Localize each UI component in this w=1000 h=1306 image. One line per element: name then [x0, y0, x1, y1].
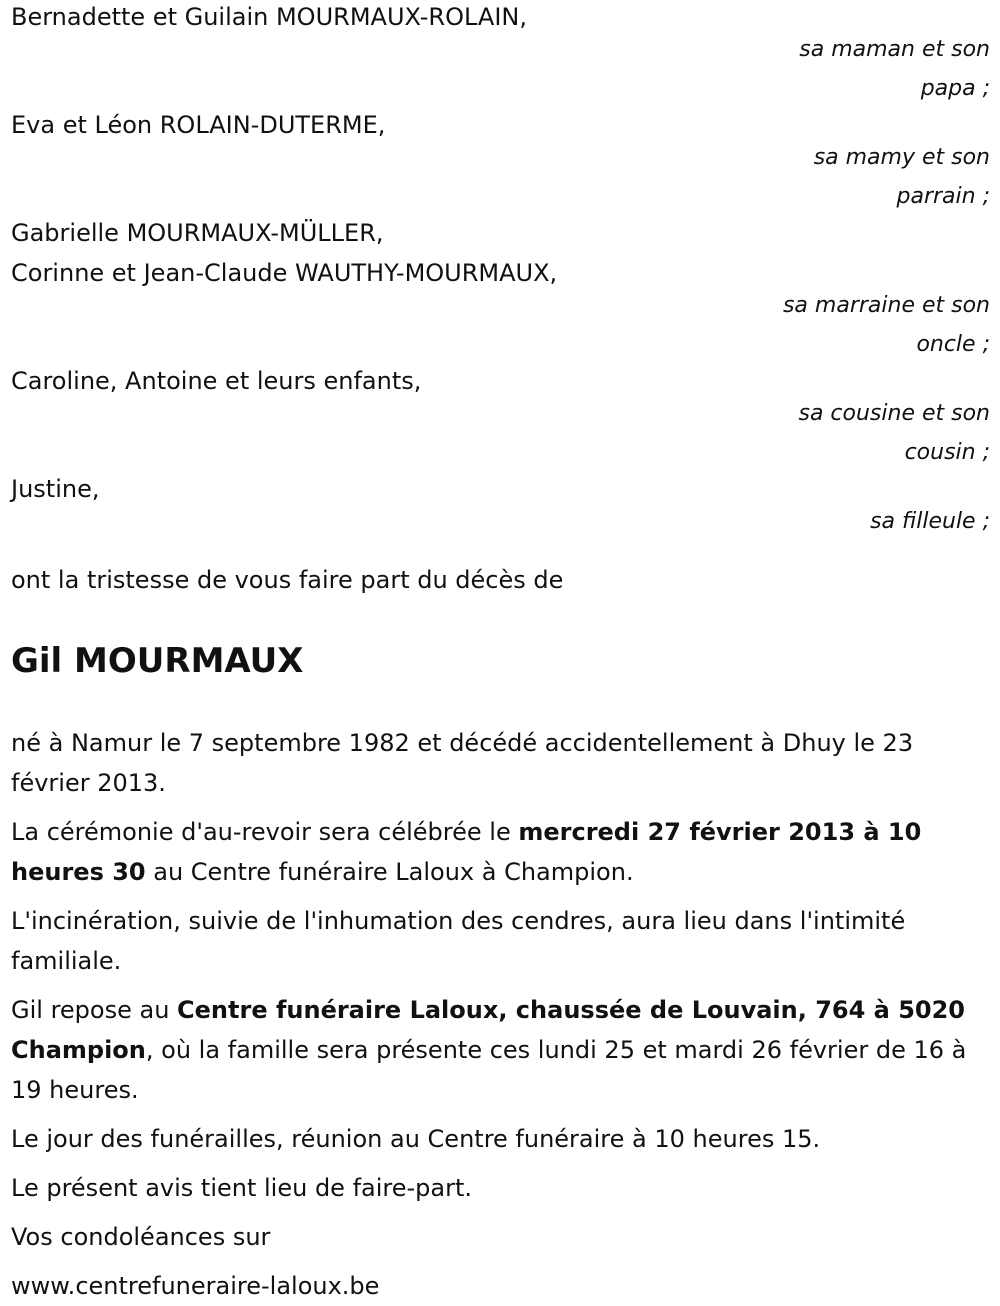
ceremony-text: La cérémonie d'au-revoir sera célébrée le mercredi 27 février 2013 à 10 heures 30 au Centre funéraire Laloux à Champion. [11, 818, 922, 886]
family-relation: sa mamy et son parrain ; [813, 145, 990, 209]
family-relation: sa cousine et son cousin ; [798, 401, 990, 465]
condolences-label: Vos condoléances sur [11, 1223, 271, 1251]
family-entry [11, 108, 990, 216]
family-entry [11, 216, 990, 364]
funeral-day-text: Le jour des funérailles, réunion au Centre funéraire à 10 heures 15. [11, 1125, 821, 1153]
notice-text: Le présent avis tient lieu de faire-part. [11, 1174, 473, 1202]
family-names: Gabrielle MOURMAUX-MÜLLER, [11, 219, 384, 247]
family-names: Justine, [11, 475, 100, 503]
family-entry [11, 0, 990, 108]
family-entry [11, 472, 990, 541]
obituary-notice [11, 0, 990, 1306]
ceremony-date: mercredi 27 février 2013 à 10 heures 30 [11, 818, 922, 886]
website-text: www.centrefuneraire-laloux.be [11, 1272, 380, 1300]
incineration-text: L'incinération, suivie de l'inhumation des cendres, aura lieu dans l'intimité familiale. [11, 907, 906, 975]
family-relation: sa marraine et son oncle ; [782, 293, 990, 357]
family-names: Eva et Léon ROLAIN-DUTERME, [11, 111, 386, 139]
deceased-name: Gil MOURMAUX [11, 641, 304, 681]
family-names: Corinne et Jean-Claude WAUTHY-MOURMAUX, [11, 259, 558, 287]
birth-death-text: né à Namur le 7 septembre 1982 et décédé accidentellement à Dhuy le 23 février 2013. [11, 729, 914, 797]
family-names: Bernadette et Guilain MOURMAUX-ROLAIN, [11, 3, 527, 31]
family-relation: sa maman et son papa ; [799, 37, 990, 101]
family-names: Caroline, Antoine et leurs enfants, [11, 367, 422, 395]
family-entry [11, 364, 990, 472]
intro-text: ont la tristesse de vous faire part du décès de [11, 566, 564, 594]
family-relation: sa filleule ; [870, 509, 990, 534]
repose-location: Centre funéraire Laloux, chaussée de Louvain, 764 à 5020 Champion [11, 996, 965, 1064]
repose-text: Gil repose au Centre funéraire Laloux, chaussée de Louvain, 764 à 5020 Champion, où la famille sera présente ces lundi 25 et mardi 26 février de 16 à 19 heures. [11, 996, 967, 1104]
